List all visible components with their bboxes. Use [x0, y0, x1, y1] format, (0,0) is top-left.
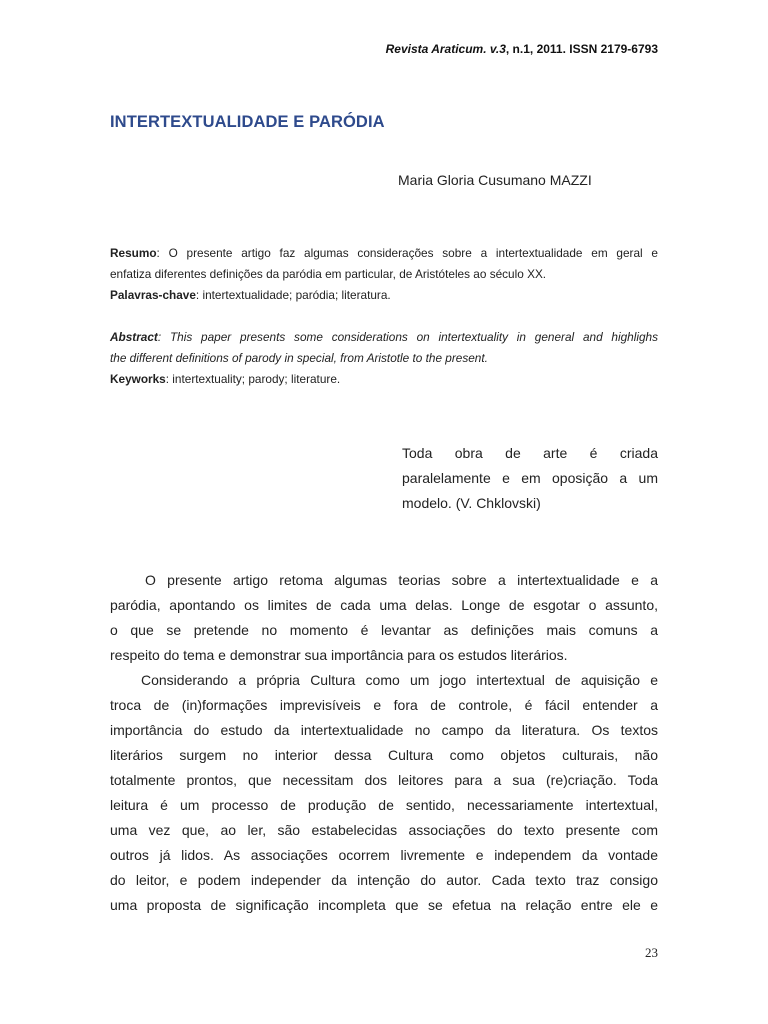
body-line: totalmente prontos, que necessitam dos leitores para a sua (re)criação. Toda — [110, 772, 658, 788]
journal-issue: , n.1, 2011. ISSN 2179-6793 — [505, 42, 658, 56]
keywords — [110, 369, 658, 390]
article-title: INTERTEXTUALIDADE E PARÓDIA — [110, 113, 385, 131]
palavras-text: : intertextualidade; paródia; literatura. — [195, 288, 391, 302]
journal-header — [386, 42, 658, 56]
body-line: leitura é um processo de produção de sentido, necessariamente intertextual, — [110, 797, 658, 813]
abstract-paragraph — [110, 327, 658, 369]
resumo-paragraph — [110, 243, 658, 285]
body-line: O presente artigo retoma algumas teorias sobre a intertextualidade e a — [145, 572, 658, 588]
resumo-label: Resumo — [110, 246, 157, 260]
author-name: Maria Gloria Cusumano MAZZI — [398, 172, 592, 188]
body-line: uma proposta de significação incompleta que se efetua na relação entre ele e — [110, 897, 658, 913]
body-line: paródia, apontando os limites de cada uma delas. Longe de esgotar o assunto, — [110, 597, 658, 613]
keywords-text: : intertextuality; parody; literature. — [165, 372, 341, 386]
epigraph-line: modelo. (V. Chklovski) — [402, 495, 541, 511]
body-text — [110, 568, 658, 918]
epigraph — [402, 441, 658, 516]
epigraph-line: Toda obra de arte é criada — [402, 445, 658, 461]
journal-name: Revista Araticum. v.3 — [385, 42, 506, 56]
body-line: respeito do tema e demonstrar sua importância para os estudos literários. — [110, 647, 568, 663]
abstract-line-1: : This paper presents some considerations on intertextuality in general and highlighs — [157, 330, 658, 344]
palavras-chave — [110, 285, 658, 306]
keywords-label: Keyworks — [110, 372, 166, 386]
abstract-label: Abstract — [110, 330, 158, 344]
body-line: o que se pretende no momento é levantar as definições mais comuns a — [110, 622, 658, 638]
page-number: 23 — [645, 945, 658, 960]
body-line: do leitor, e podem independer da intenção do autor. Cada texto traz consigo — [110, 872, 658, 888]
epigraph-line: paralelamente e em oposição a um — [402, 470, 658, 486]
body-line: literários surgem no interior dessa Cultura como objetos culturais, não — [110, 747, 658, 763]
body-line: troca de (in)formações imprevisíveis e fora de controle, é fácil entender a — [110, 697, 658, 713]
body-line: importância do estudo da intertextualidade no campo da literatura. Os textos — [110, 722, 658, 738]
body-line: outros já lidos. As associações ocorrem livremente e independem da vontade — [110, 847, 658, 863]
body-line: Considerando a própria Cultura como um jogo intertextual de aquisição e — [141, 672, 658, 688]
resumo-line-2: enfatiza diferentes definições da paródia em particular, de Aristóteles ao século XX. — [110, 267, 547, 281]
abstract-line-2: the different definitions of parody in special, from Aristotle to the present. — [110, 351, 488, 365]
body-line: uma vez que, ao ler, são estabelecidas associações do texto presente com — [110, 822, 658, 838]
resumo-line-1: : O presente artigo faz algumas considerações sobre a intertextualidade em geral e — [156, 246, 658, 260]
palavras-label: Palavras-chave — [110, 288, 196, 302]
